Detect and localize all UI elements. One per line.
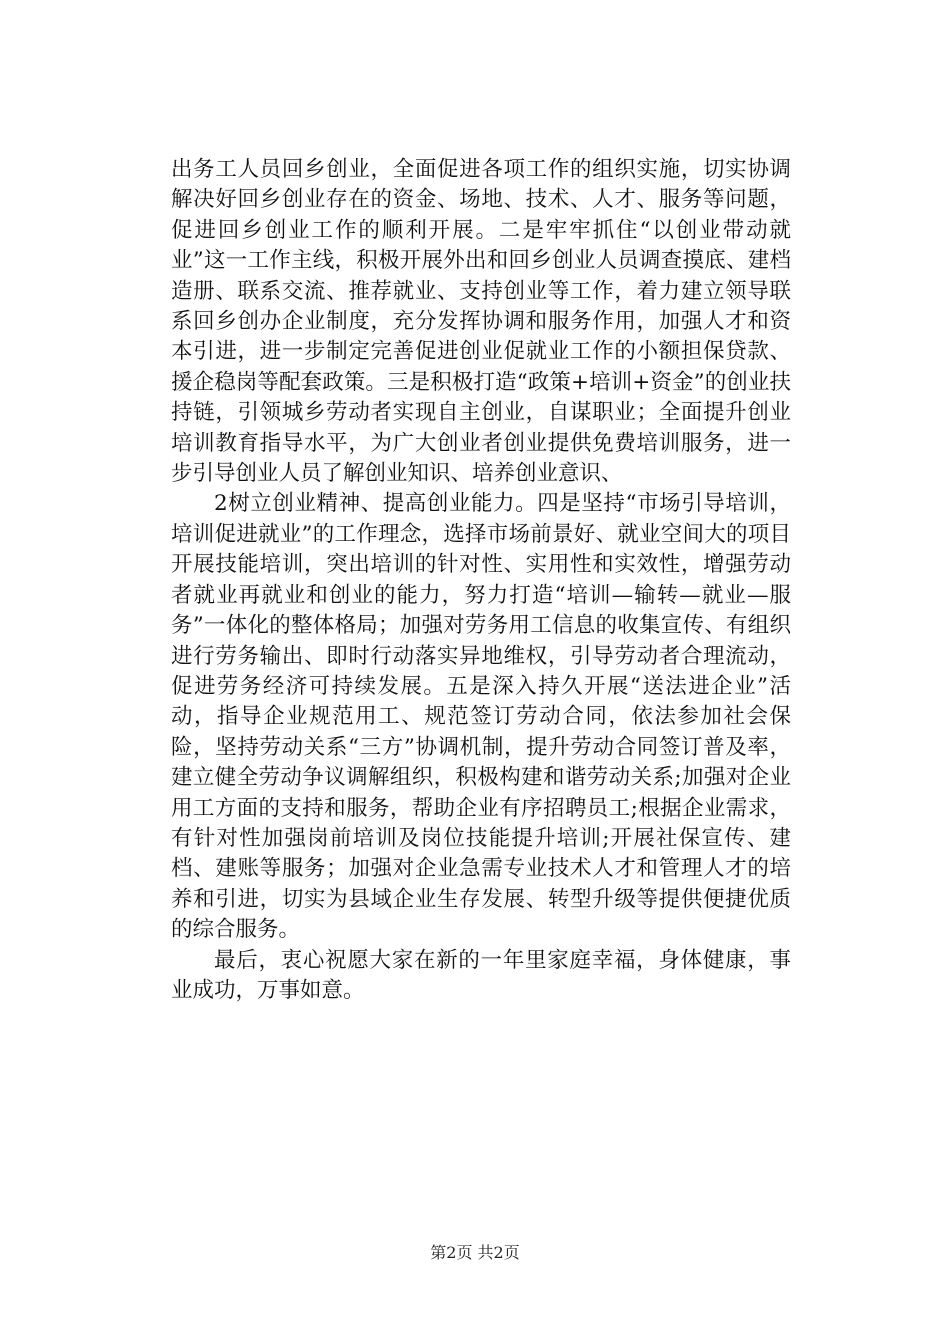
- paragraph-continuation: 出务工人员回乡创业，全面促进各项工作的组织实施，切实协调解决好回乡创业存在的资金、场地、技术、人才、服务等问题，促进回乡创业工作的顺利开展。二是牢牢抓住“以创业带动就业”这一工作主线，积极开展外出和回乡创业人员调查摸底、建档造册、联系交流、推荐就业、支持创业等工作，着力建立领导联系回乡创办企业制度，充分发挥协调和服务作用，加强人才和资本引进，进一步制定完善促进创业促就业工作的小额担保贷款、援企稳岗等配套政策。三是积极打造“政策+培训+资金”的创业扶持链，引领城乡劳动者实现自主创业，自谋职业；全面提升创业培训教育指导水平，为广大创业者创业提供免费培训服务，进一步引导创业人员了解创业知识、培养创业意识、: [171, 157, 791, 487]
- page-footer: 第2页 共2页: [430, 1243, 520, 1262]
- paragraph-training: 2树立创业精神、提高创业能力。四是坚持“市场引导培训，培训促进就业”的工作理念，选择市场前景好、就业空间大的项目开展技能培训，突出培训的针对性、实用性和实效性，增强劳动者就业再就业和创业的能力，努力打造“培训—输转—就业—服务”一体化的整体格局；加强对劳务用工信息的收集宣传、有组织进行劳务输出、即时行动落实异地维权，引导劳动者合理流动，促进劳务经济可持续发展。五是深入持久开展“送法进企业”活动，指导企业规范用工、规范签订劳动合同，依法参加社会保险，坚持劳动关系“三方”协调机制，提升劳动合同签订普及率，建立健全劳动争议调解组织，积极构建和谐劳动关系;加强对企业用工方面的支持和服务，帮助企业有序招聘员工;根据企业需求，有针对性加强岗前培训及岗位技能提升培训;开展社保宣传、建档、建账等服务；加强对企业急需专业技术人才和管理人才的培养和引进，切实为县域企业生存发展、转型升级等提供便捷优质的综合服务。: [171, 491, 791, 943]
- document-body: [171, 155, 791, 1006]
- paragraph-closing: 最后，衷心祝愿大家在新的一年里家庭幸福，身体健康，事业成功，万事如意。: [171, 947, 791, 1003]
